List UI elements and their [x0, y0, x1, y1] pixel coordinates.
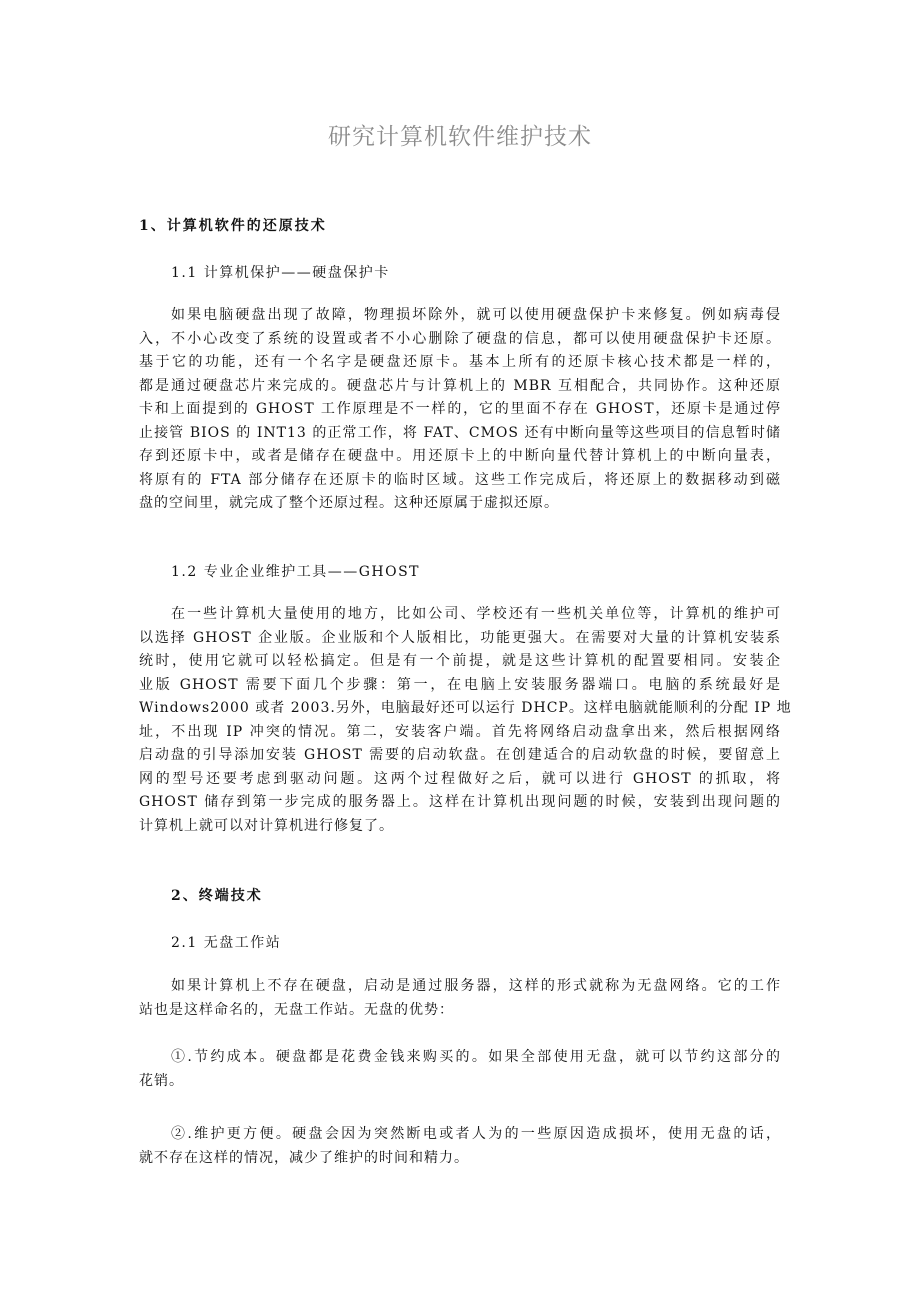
section2-1-point1 — [139, 1046, 781, 1093]
text-line: ②.维护更方便。硬盘会因为突然断电或者人为的一些原因造成损坏，使用无盘的话， — [171, 1126, 781, 1142]
text-line: 基于它的功能，还有一个名字是硬盘还原卡。基本上所有的还原卡核心技术都是一样的， — [139, 354, 781, 370]
text-line: 花销。 — [139, 1072, 184, 1089]
text-line: 入，不小心改变了系统的设置或者不小心删除了硬盘的信息，都可以使用硬盘保护卡还原。 — [139, 330, 781, 347]
section1-heading: 1、计算机软件的还原技术 — [139, 218, 327, 234]
section2-1-intro — [139, 975, 781, 1022]
section1-1-heading: 1.1 计算机保护——硬盘保护卡 — [171, 265, 390, 281]
text-line: 在一些计算机大量使用的地方，比如公司、学校还有一些机关单位等，计算机的维护可 — [171, 606, 781, 622]
text-line: 站也是这样命名的，无盘工作站。无盘的优势： — [139, 1001, 454, 1018]
text-line: 以选择 GHOST 企业版。企业版和个人版相比，功能更强大。在需要对大量的计算机安装系 — [139, 629, 781, 646]
text-line: 启动盘的引导添加安装 GHOST 需要的启动软盘。在创建适合的启动软盘的时候，要留意上 — [139, 747, 781, 763]
text-line: ①.节约成本。硬盘都是花费金钱来购买的。如果全部使用无盘，就可以节约这部分的 — [171, 1049, 781, 1065]
text-line: 盘的空间里，就完成了整个还原过程。这种还原属于虚拟还原。 — [139, 495, 559, 511]
text-line: 卡和上面提到的 GHOST 工作原理是不一样的，它的里面不存在 GHOST，还原卡是通过停 — [139, 401, 781, 417]
text-line: Windows2000 或者 2003.另外，电脑最好还可以运行 DHCP。这样电脑就能顺利的分配 IP 地 — [139, 700, 792, 716]
text-line: 计算机上就可以对计算机进行修复了。 — [139, 817, 394, 834]
section1-2-heading: 1.2 专业企业维护工具——GHOST — [171, 564, 421, 580]
text-line: 业版 GHOST 需要下面几个步骤：第一，在电脑上安装服务器端口。电脑的系统最好是 — [139, 676, 781, 693]
text-line: 如果电脑硬盘出现了故障，物理损坏除外，就可以使用硬盘保护卡来修复。例如病毒侵 — [171, 307, 781, 323]
text-line: 如果计算机上不存在硬盘，启动是通过服务器，这样的形式就称为无盘网络。它的工作 — [171, 978, 781, 994]
text-line: 将原有的 FTA 部分储存在还原卡的临时区域。这些工作完成后，将还原上的数据移动到磁 — [139, 471, 781, 488]
section1-1-paragraph — [139, 304, 781, 516]
text-line: 址，不出现 IP 冲突的情况。第二，安装客户端。首先将网络启动盘拿出来，然后根据网络 — [139, 723, 781, 740]
text-line: 存到还原卡中，或者是储存在硬盘中。用还原卡上的中断向量代替计算机上的中断向量表， — [139, 448, 781, 464]
text-line: 网的型号还要考虑到驱动问题。这两个过程做好之后，就可以进行 GHOST 的抓取，将 — [139, 770, 781, 787]
document-title: 研究计算机软件维护技术 — [328, 124, 592, 150]
text-line: 止接管 BIOS 的 INT13 的正常工作，将 FAT、CMOS 还有中断向量等这些项目的信息暂时储 — [139, 424, 781, 441]
text-line: 就不存在这样的情况，减少了维护的时间和精力。 — [139, 1149, 469, 1166]
section1-2-paragraph — [139, 603, 792, 838]
text-line: 统时，使用它就可以轻松搞定。但是有一个前提，就是这些计算机的配置要相同。安装企 — [139, 653, 781, 669]
section2-1-heading: 2.1 无盘工作站 — [171, 935, 282, 951]
text-line: GHOST 储存到第一步完成的服务器上。这样在计算机出现问题的时候，安装到出现问题的 — [139, 794, 781, 810]
section2-1-point2 — [139, 1123, 781, 1170]
section2-heading: 2、终端技术 — [171, 888, 263, 904]
text-line: 都是通过硬盘芯片来完成的。硬盘芯片与计算机上的 MBR 互相配合，共同协作。这种还原 — [139, 377, 781, 394]
